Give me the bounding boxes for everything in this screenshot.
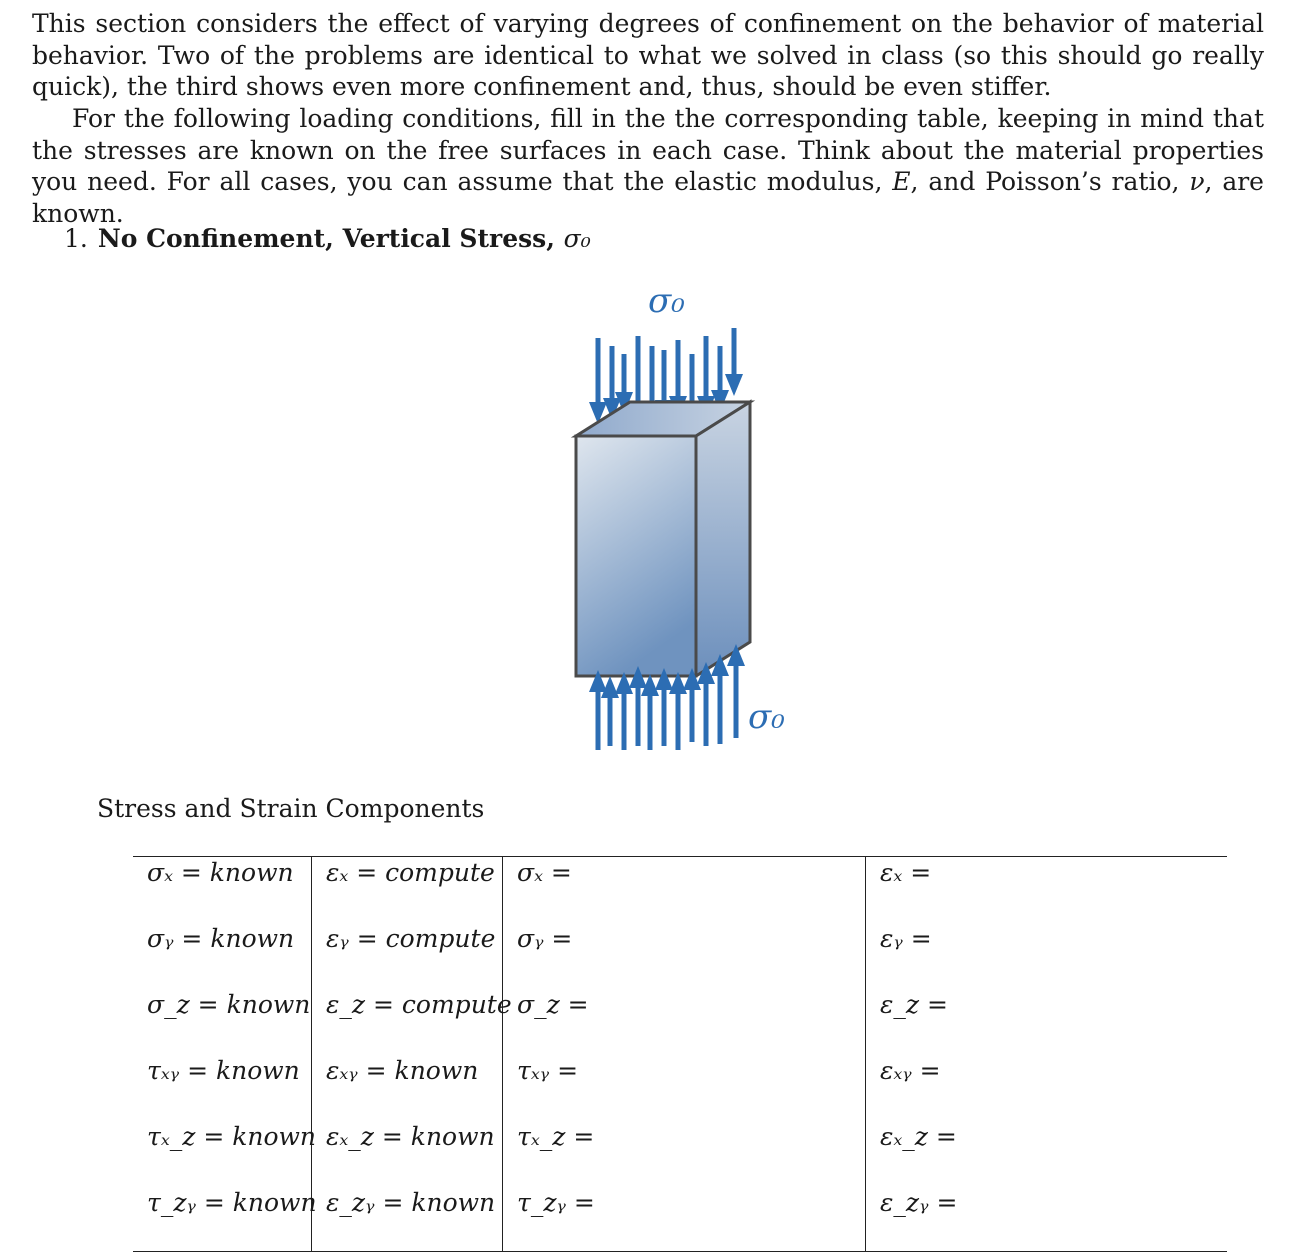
down-arrow: [725, 328, 743, 396]
table-cell-c1: σ_z = known: [133, 987, 312, 1053]
up-arrow: [711, 654, 729, 744]
block-side-face: [696, 402, 750, 676]
table-cell-c2: ε_zᵧ = known: [312, 1185, 503, 1252]
table-cell-c4: εₓ_z =: [880, 1122, 957, 1151]
problem-heading: [64, 224, 591, 253]
table-cell-c3: σ_z =: [503, 987, 866, 1053]
table-cell-c3: τ_zᵧ =: [503, 1185, 866, 1252]
intro-paragraph-2-part-b: , and Poisson’s ratio,: [910, 167, 1190, 196]
table-cell-c3: σₓ =: [503, 857, 866, 922]
table-row: [133, 921, 1227, 987]
top-stress-label: σ₀: [648, 281, 685, 321]
problem-number: 1.: [64, 224, 88, 253]
table-cell-c1: τ_zᵧ = known: [133, 1185, 312, 1252]
table-cell-c1: σₓ = known: [133, 857, 312, 922]
up-arrow: [683, 668, 701, 742]
table-cell-c4: εₓ =: [880, 858, 932, 887]
table-cell-c4: ε_zᵧ =: [880, 1188, 958, 1217]
stress-strain-table: [133, 856, 1227, 1252]
intro-paragraph-2-part-a: For the following loading conditions, fill in the the corresponding table, keeping in mind that the stresses are known on the free surfaces in each case. Think about the material properties you need. For all cases, you can assume that the elastic modulus,: [32, 104, 1264, 196]
up-arrow: [655, 668, 673, 746]
table-cell-c1: σᵧ = known: [133, 921, 312, 987]
table-caption: Stress and Strain Components: [97, 794, 485, 823]
down-arrow: [589, 338, 607, 424]
table-cell-c3: σᵧ =: [503, 921, 866, 987]
table-row: [133, 857, 1227, 922]
table-row: [133, 1119, 1227, 1185]
intro-paragraph-2-part-c: , are known.: [32, 167, 1264, 228]
up-arrow: [727, 644, 745, 738]
table-cell-c2: εₓᵧ = known: [312, 1053, 503, 1119]
table-cell-c4: εᵧ =: [880, 924, 932, 953]
table-cell-c1: τₓᵧ = known: [133, 1053, 312, 1119]
up-arrow: [669, 672, 687, 750]
up-arrow: [615, 672, 633, 750]
table-cell-c2: εₓ_z = known: [312, 1119, 503, 1185]
poisson-symbol: ν: [1189, 167, 1205, 196]
intro-paragraph-1: This section considers the effect of varying degrees of confinement on the behavior of material behavior. Two of the problems are identical to what we solved in class (so this should go really quick), the third shows even more confinement and, thus, should be even stiffer.: [32, 9, 1264, 101]
table-cell-c3: τₓᵧ =: [503, 1053, 866, 1119]
bottom-stress-label: σ₀: [748, 697, 785, 737]
table-cell-c2: ε_z = compute: [312, 987, 503, 1053]
table-cell-c4: εₓᵧ =: [880, 1056, 941, 1085]
table-cell-c1: τₓ_z = known: [133, 1119, 312, 1185]
table-cell-c3: τₓ_z =: [503, 1119, 866, 1185]
table-row: [133, 987, 1227, 1053]
table-cell-c4: ε_z =: [880, 990, 948, 1019]
problem-title: No Confinement, Vertical Stress,: [97, 224, 564, 253]
table-cell-c2: εₓ = compute: [312, 857, 503, 922]
table-row: [133, 1185, 1227, 1252]
problem-stress-symbol: σ₀: [563, 224, 591, 253]
intro-paragraph-2: [32, 103, 1264, 229]
modulus-symbol: E: [892, 167, 911, 196]
loaded-block-figure: [560, 276, 820, 756]
up-arrow: [629, 666, 647, 746]
table-cell-c2: εᵧ = compute: [312, 921, 503, 987]
block-front-face: [576, 436, 696, 676]
table-row: [133, 1053, 1227, 1119]
up-arrow: [589, 670, 607, 750]
